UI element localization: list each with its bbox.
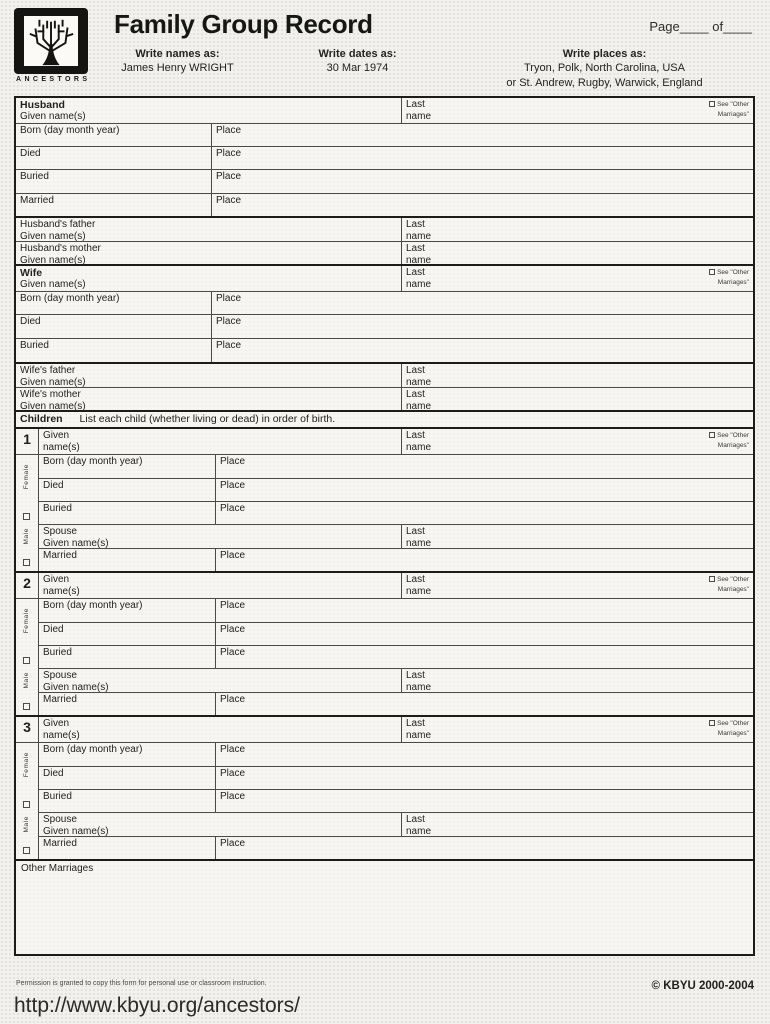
given-names-label: Given name(s) bbox=[20, 254, 86, 266]
child-buried-row bbox=[39, 501, 753, 524]
given-names-label: Given name(s) bbox=[20, 376, 86, 388]
child-given-names-field bbox=[39, 717, 402, 742]
husband-born-row bbox=[16, 123, 753, 146]
died-label: Died bbox=[39, 767, 216, 789]
form-title: Family Group Record bbox=[114, 9, 373, 39]
wife-mother-last-name-field bbox=[402, 388, 753, 410]
child-3-block bbox=[16, 715, 753, 859]
wife-mother-row bbox=[16, 387, 753, 410]
child-given-names-field bbox=[39, 429, 402, 454]
wife-given-names-field bbox=[16, 266, 402, 291]
child-born-row bbox=[39, 743, 753, 766]
child-spouse-row bbox=[39, 524, 753, 548]
place-label: Place bbox=[220, 768, 246, 779]
husband-mother-row bbox=[16, 241, 753, 264]
born-label: Born (day month year) bbox=[16, 124, 212, 146]
married-label: Married bbox=[16, 194, 212, 216]
child-last-name-field bbox=[402, 717, 753, 742]
wife-parents-section bbox=[16, 362, 753, 410]
wife-buried-row bbox=[16, 338, 753, 362]
last-name-label: Last name bbox=[406, 670, 432, 693]
page-header bbox=[0, 0, 770, 96]
spouse-last-name-field bbox=[402, 669, 753, 692]
husband-father-given-names-field bbox=[16, 218, 402, 241]
buried-label: Buried bbox=[39, 502, 216, 524]
names-instruction-example: James Henry WRIGHT bbox=[121, 62, 234, 75]
place-label: Place bbox=[216, 340, 242, 351]
tree-icon bbox=[24, 16, 78, 66]
place-label: Place bbox=[220, 744, 246, 755]
see-other-marriages-checkbox bbox=[709, 269, 715, 275]
child-number: 2 bbox=[16, 573, 39, 598]
died-label: Died bbox=[16, 315, 212, 338]
spouse-given-names-field bbox=[39, 525, 402, 548]
family-group-record-form bbox=[14, 96, 755, 956]
see-other-marriages-note: See "Other Marriages" bbox=[709, 430, 749, 453]
given-label: Given bbox=[43, 718, 70, 729]
other-marriages-section bbox=[16, 859, 753, 954]
fill-in-instructions bbox=[100, 47, 758, 90]
place-label: Place bbox=[216, 316, 242, 327]
child-buried-row bbox=[39, 789, 753, 812]
see-other-marriages-note: See "Other Marriages" bbox=[709, 267, 749, 290]
child-name-row bbox=[16, 717, 753, 742]
buried-label: Buried bbox=[39, 646, 216, 668]
names-label: name(s) bbox=[43, 441, 80, 453]
child-last-name-field bbox=[402, 573, 753, 598]
wife-mother-given-names-field bbox=[16, 388, 402, 410]
female-checkbox bbox=[23, 801, 30, 808]
husband-last-name-field bbox=[402, 98, 753, 123]
child-gender-column bbox=[16, 743, 39, 859]
other-marriages-field bbox=[16, 861, 753, 954]
husband-parents-section bbox=[16, 216, 753, 264]
child-buried-row bbox=[39, 645, 753, 668]
husband-mother-given-names-field bbox=[16, 242, 402, 264]
last-name-label: Last name bbox=[406, 219, 432, 242]
places-instruction-example-2: or St. Andrew, Rugby, Warwick, England bbox=[506, 76, 703, 89]
places-instruction-example-1: Tryon, Polk, North Carolina, USA bbox=[524, 62, 685, 75]
last-name-label: Last name bbox=[406, 365, 432, 388]
married-label: Married bbox=[39, 837, 216, 859]
place-label: Place bbox=[220, 480, 246, 491]
place-label: Place bbox=[220, 550, 246, 561]
names-label: name(s) bbox=[43, 729, 80, 741]
place-label: Place bbox=[220, 838, 246, 849]
husband-name-row bbox=[16, 98, 753, 123]
child-last-name-field bbox=[402, 429, 753, 454]
places-instruction bbox=[462, 47, 747, 90]
born-label: Born (day month year) bbox=[16, 292, 212, 314]
see-other-marriages-checkbox bbox=[709, 576, 715, 582]
permission-note: Permission is granted to copy this form for personal use or classroom instruction. bbox=[16, 980, 267, 987]
given-names-label: Given name(s) bbox=[43, 681, 109, 693]
last-name-label: Last name bbox=[406, 267, 432, 290]
given-names-label: Given name(s) bbox=[43, 537, 109, 549]
wife-mother-label: Wife's mother bbox=[20, 389, 81, 400]
spouse-given-names-field bbox=[39, 813, 402, 836]
place-label: Place bbox=[220, 624, 246, 635]
child-number: 1 bbox=[16, 429, 39, 454]
child-number: 3 bbox=[16, 717, 39, 742]
given-names-label: Given name(s) bbox=[20, 279, 86, 291]
child-details bbox=[16, 454, 753, 571]
logo-wordmark: ANCESTORS bbox=[16, 76, 91, 83]
born-label: Born (day month year) bbox=[39, 455, 216, 478]
married-label: Married bbox=[39, 549, 216, 571]
died-label: Died bbox=[39, 623, 216, 645]
wife-last-name-field bbox=[402, 266, 753, 291]
wife-name-row bbox=[16, 266, 753, 291]
child-born-row bbox=[39, 455, 753, 478]
male-checkbox bbox=[23, 703, 30, 710]
female-label: Female bbox=[23, 752, 30, 778]
see-other-marriages-checkbox bbox=[709, 720, 715, 726]
married-label: Married bbox=[39, 693, 216, 715]
page-number-field: Page____ of____ bbox=[649, 19, 752, 34]
child-born-row bbox=[39, 599, 753, 622]
source-url: http://www.kbyu.org/ancestors/ bbox=[14, 994, 300, 1017]
place-label: Place bbox=[216, 148, 242, 159]
last-name-label: Last name bbox=[406, 99, 432, 122]
child-married-row bbox=[39, 692, 753, 715]
child-details bbox=[16, 742, 753, 859]
female-label: Female bbox=[23, 464, 30, 490]
last-name-label: Last name bbox=[406, 814, 432, 837]
husband-married-row bbox=[16, 193, 753, 216]
copyright-notice: © KBYU 2000-2004 bbox=[651, 980, 754, 992]
born-label: Born (day month year) bbox=[39, 743, 216, 766]
child-1-block bbox=[16, 427, 753, 571]
child-gender-column bbox=[16, 455, 39, 571]
names-label: name(s) bbox=[43, 585, 80, 597]
husband-father-label: Husband's father bbox=[20, 219, 96, 230]
female-label: Female bbox=[23, 608, 30, 634]
dates-instruction-heading: Write dates as: bbox=[318, 48, 397, 60]
page-footer bbox=[16, 980, 754, 992]
place-label: Place bbox=[216, 125, 242, 136]
see-other-marriages-note: See "Other Marriages" bbox=[709, 99, 749, 122]
child-details bbox=[16, 598, 753, 715]
buried-label: Buried bbox=[16, 170, 212, 193]
child-given-names-field bbox=[39, 573, 402, 598]
wife-father-label: Wife's father bbox=[20, 365, 76, 376]
given-label: Given bbox=[43, 574, 70, 585]
male-checkbox bbox=[23, 847, 30, 854]
places-instruction-heading: Write places as: bbox=[562, 48, 647, 60]
buried-label: Buried bbox=[39, 790, 216, 812]
husband-mother-label: Husband's mother bbox=[20, 243, 101, 254]
child-name-row bbox=[16, 429, 753, 454]
husband-mother-last-name-field bbox=[402, 242, 753, 264]
wife-father-last-name-field bbox=[402, 364, 753, 387]
last-name-label: Last name bbox=[406, 526, 432, 549]
spouse-label: Spouse bbox=[43, 814, 77, 825]
place-label: Place bbox=[220, 503, 246, 514]
child-spouse-row bbox=[39, 812, 753, 836]
child-married-row bbox=[39, 548, 753, 571]
wife-died-row bbox=[16, 314, 753, 338]
last-name-label: Last name bbox=[406, 430, 432, 453]
ancestors-logo bbox=[14, 8, 90, 83]
child-died-row bbox=[39, 622, 753, 645]
children-section-title: Children bbox=[20, 413, 63, 425]
male-label: Male bbox=[23, 816, 30, 833]
place-label: Place bbox=[216, 171, 242, 182]
child-married-row bbox=[39, 836, 753, 859]
place-label: Place bbox=[216, 195, 242, 206]
male-label: Male bbox=[23, 672, 30, 689]
given-names-label: Given name(s) bbox=[43, 825, 109, 837]
other-marriages-label: Other Marriages bbox=[21, 863, 94, 874]
see-other-marriages-checkbox bbox=[709, 432, 715, 438]
place-label: Place bbox=[220, 694, 246, 705]
logo-frame bbox=[14, 8, 88, 74]
place-label: Place bbox=[220, 791, 246, 802]
spouse-last-name-field bbox=[402, 813, 753, 836]
last-name-label: Last name bbox=[406, 574, 432, 597]
husband-given-names-field bbox=[16, 98, 402, 123]
spouse-label: Spouse bbox=[43, 670, 77, 681]
spouse-label: Spouse bbox=[43, 526, 77, 537]
born-label: Born (day month year) bbox=[39, 599, 216, 622]
children-header-section bbox=[16, 410, 753, 427]
died-label: Died bbox=[16, 147, 212, 169]
female-checkbox bbox=[23, 513, 30, 520]
wife-born-row bbox=[16, 291, 753, 314]
husband-father-last-name-field bbox=[402, 218, 753, 241]
place-label: Place bbox=[220, 456, 246, 467]
wife-section-title: Wife bbox=[20, 267, 43, 279]
male-checkbox bbox=[23, 559, 30, 566]
husband-buried-row bbox=[16, 169, 753, 193]
last-name-label: Last name bbox=[406, 389, 432, 412]
husband-father-row bbox=[16, 218, 753, 241]
died-label: Died bbox=[39, 479, 216, 501]
spouse-given-names-field bbox=[39, 669, 402, 692]
male-label: Male bbox=[23, 528, 30, 545]
last-name-label: Last name bbox=[406, 718, 432, 741]
wife-section bbox=[16, 264, 753, 362]
dates-instruction bbox=[275, 47, 440, 90]
child-2-block bbox=[16, 571, 753, 715]
given-names-label: Given name(s) bbox=[20, 230, 86, 242]
place-label: Place bbox=[220, 647, 246, 658]
wife-father-given-names-field bbox=[16, 364, 402, 387]
see-other-marriages-note: See "Other Marriages" bbox=[709, 574, 749, 597]
spouse-last-name-field bbox=[402, 525, 753, 548]
child-gender-column bbox=[16, 599, 39, 715]
husband-section-title: Husband bbox=[20, 99, 65, 111]
place-label: Place bbox=[216, 293, 242, 304]
see-other-marriages-note: See "Other Marriages" bbox=[709, 718, 749, 741]
children-header bbox=[16, 412, 753, 427]
given-label: Given bbox=[43, 430, 70, 441]
children-instruction: List each child (whether living or dead) in order of birth. bbox=[79, 413, 336, 425]
given-names-label: Given name(s) bbox=[20, 111, 86, 123]
last-name-label: Last name bbox=[406, 243, 432, 266]
dates-instruction-example: 30 Mar 1974 bbox=[326, 62, 389, 75]
female-checkbox bbox=[23, 657, 30, 664]
child-died-row bbox=[39, 766, 753, 789]
buried-label: Buried bbox=[16, 339, 212, 362]
see-other-marriages-checkbox bbox=[709, 101, 715, 107]
place-label: Place bbox=[220, 600, 246, 611]
names-instruction-heading: Write names as: bbox=[135, 48, 220, 60]
names-instruction bbox=[100, 47, 255, 90]
wife-father-row bbox=[16, 364, 753, 387]
child-name-row bbox=[16, 573, 753, 598]
child-spouse-row bbox=[39, 668, 753, 692]
given-names-label: Given name(s) bbox=[20, 400, 86, 412]
husband-died-row bbox=[16, 146, 753, 169]
husband-section bbox=[16, 98, 753, 216]
child-died-row bbox=[39, 478, 753, 501]
